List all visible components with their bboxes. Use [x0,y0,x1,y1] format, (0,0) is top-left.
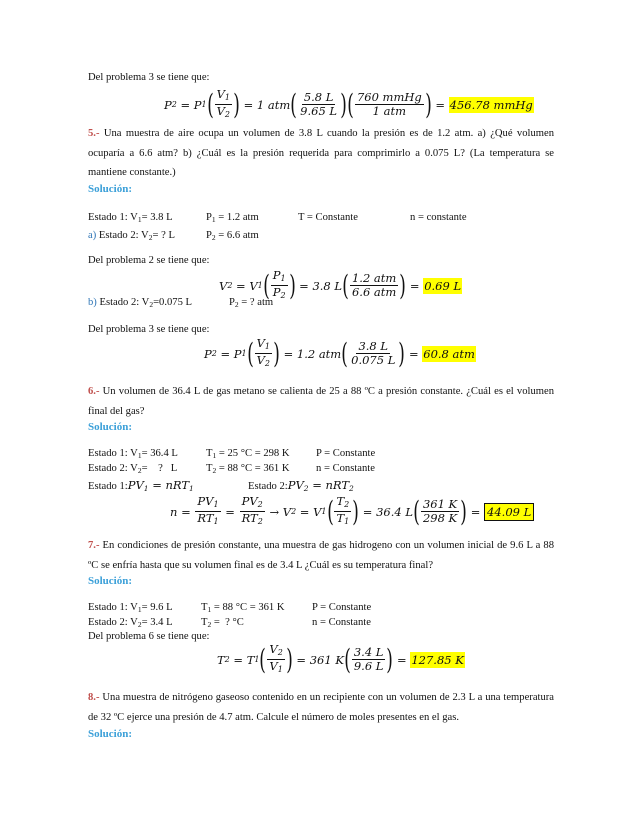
p6-state1-p: P = Constante [316,448,376,459]
solution-heading-6: Solución: [88,421,133,433]
p5-state1-p: $P_1 = 1.2$ atm [206,212,259,224]
p6-state1-t: $T_1 = 25$ °C = 298 K [206,448,290,460]
p7-state2-n: n = Constante [312,617,371,628]
p6-state2-gas-law: Estado 2: $PV_2 = nRT_2$ [248,478,354,493]
result-highlight: 456.78 mmHg [449,97,533,112]
p5-state2a-v: a) Estado 2: $V_2=$ ? L [88,230,175,242]
p5-state1-n: n = constante [410,212,467,223]
p6-state2-t: $T_2 = 88$ °C = 361 K [206,463,290,475]
p7-intro: Del problema 6 se tiene que: [88,631,210,642]
p6-state2-v: Estado 2: $V_2=$ ? L [88,463,178,475]
problem-8-statement: 8.- Una muestra de nitrógeno gaseoso contenido en un recipiente con un volumen de 2.3 L a una temperatura de 32 ºC ejerce una presión de 4.7 atm. Calcule el número de moles presentes en el gas. [88,692,554,723]
result-highlight: 60.8 atm [423,346,475,361]
p6-state1-gas-law: Estado 1: $PV_1 = nRT_1$ [88,478,194,493]
p5-state2b-p: $P_2$ = ? atm [229,297,274,309]
p5-state1-v: Estado 1: $V_1= 3.8$ L [88,212,173,224]
p7-state1-v: Estado 1: $V_1= 9.6$ L [88,602,173,614]
p7-state2-t: $T_2$ = ? °C [201,617,244,629]
solution-heading-5: Solución: [88,183,133,195]
equation-charles-law: n = $\frac{PV_1}{RT_1}$ = $\frac{PV_2}{RT_2}$ → V 2 = V 1 ( $\frac{T_2}{T_1}$ ) = 36.4 L ( $\frac{361 K}{298 K}$ ) = 44.09 L [170,495,534,528]
p6-state2-n: n = Constante [316,463,375,474]
result-box: 44.09 L [484,503,534,521]
equation-p2-mmhg: P 2 = P 1 ( $\frac{V_1}{V_2}$ ) = 1 atm ( $\frac{5.8 L}{9.65 L}$ ) ( $\frac{\text{760 mmHg}}{\text{1 atm}}$ ) = 456.78 mmHg [164,87,533,121]
solution-heading-8: Solución: [88,728,133,740]
p7-state1-t: $T_1 = 88$ °C = 361 K [201,602,285,614]
p7-state2-v: Estado 2: $V_2= 3.4$ L [88,617,173,629]
problem-5-statement: 5.- Una muestra de aire ocupa un volumen de 3.8 L cuando la presión es de 1.2 atm. a) ¿Qué volumen ocuparía a 6.6 atm? b) ¿Cuál es la presión requerida para comprimirlo a 0.075 L? (La temperatura se mantiene constante.) [88,128,554,178]
equation-v2: V 2 = V 1 ( $\frac{P_1}{P_2}$ ) = 3.8 L ( $\frac{\text{1.2 atm}}{\text{6.6 atm}}$ ) = 0.69 L [219,268,462,302]
result-highlight: 0.69 L [424,278,462,293]
p5-state2a-p: $P_2 = 6.6$ atm [206,230,259,242]
equation-t2: T 2 = T 1 ( $\frac{V_2}{V_1}$ ) = 361 K ( $\frac{3.4 L}{9.6 L}$ ) = 127.85 K [217,642,464,676]
problem-7-statement: 7.- En condiciones de presión constante, una muestra de gas hidrogeno con un volumen inicial de 9.6 L a 88 ºC se enfría hasta que su volumen final es de 3.4 L ¿Cuál es su temperatura final? [88,540,554,571]
result-highlight: 127.85 K [411,652,464,667]
p5-intro-b: Del problema 3 se tiene que: [88,324,210,335]
p6-state1-v: Estado 1: $V_1= 36.4$ L [88,448,178,460]
solution-heading-7: Solución: [88,575,133,587]
equation-p2-atm: P 2 = P 1 ( $\frac{V_1}{V_2}$ ) = 1.2 atm ( $\frac{3.8 L}{0.075 L}$ ) = 60.8 atm [204,336,475,370]
p5-state1-t: T = Constante [298,212,358,223]
p5-intro-a: Del problema 2 se tiene que: [88,255,210,266]
p7-state1-p: P = Constante [312,602,372,613]
intro-text: Del problema 3 se tiene que: [88,72,210,83]
p5-state2b-v: b) Estado 2: $V_2=0.075$ L [88,297,192,309]
problem-6-statement: 6.- Un volumen de 36.4 L de gas metano se calienta de 25 a 88 ºC a presión constante. ¿Cuál es el volumen final del gas? [88,386,554,417]
